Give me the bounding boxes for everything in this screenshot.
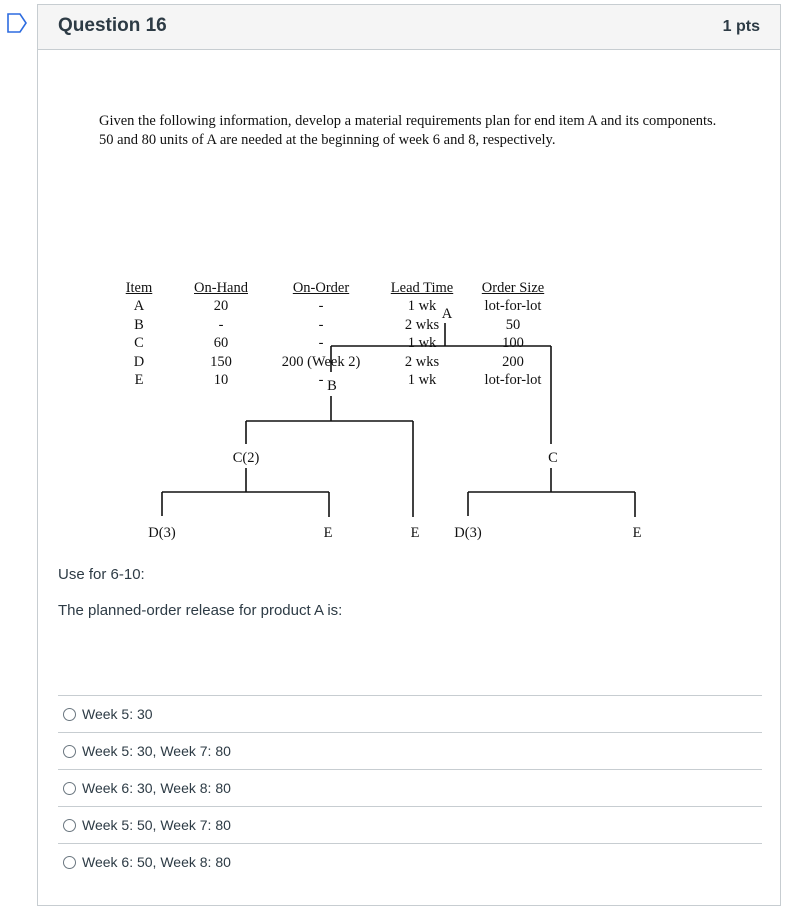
cell-item: A xyxy=(133,298,145,314)
table-header-row xyxy=(99,279,561,297)
cell-on-hand: 10 xyxy=(213,372,229,388)
col-header-item: Item xyxy=(125,280,153,296)
tree-node-e-right: E xyxy=(632,525,642,541)
cell-item: E xyxy=(134,372,144,388)
answer-option[interactable] xyxy=(58,695,762,732)
col-header-on-hand: On-Hand xyxy=(194,280,248,296)
table-row xyxy=(99,334,561,353)
cell-on-order: 200 (Week 2) xyxy=(281,353,361,370)
tree-node-e-mid: E xyxy=(410,525,420,541)
cell-order-size: lot-for-lot xyxy=(484,298,542,314)
cell-lead-time: 1 wk xyxy=(407,298,437,314)
answer-option[interactable] xyxy=(58,806,762,843)
cell-on-order: - xyxy=(318,335,324,351)
cell-on-hand: - xyxy=(218,316,224,333)
radio-button[interactable] xyxy=(63,782,76,795)
tree-node-e-left: E xyxy=(323,525,333,541)
radio-button[interactable] xyxy=(63,708,76,721)
cell-on-order: - xyxy=(318,298,324,314)
answer-list xyxy=(58,695,762,880)
tree-node-a: A xyxy=(441,306,453,322)
cell-on-order: - xyxy=(318,316,324,333)
answer-label[interactable]: Week 5: 50, Week 7: 80 xyxy=(82,817,231,833)
answer-label[interactable]: Week 5: 30, Week 7: 80 xyxy=(82,743,231,759)
cell-order-size: 200 xyxy=(502,353,524,370)
question-card xyxy=(37,4,781,906)
col-header-on-order: On-Order xyxy=(292,280,350,296)
col-header-order-size: Order Size xyxy=(481,280,545,296)
cell-on-order: - xyxy=(318,372,324,388)
cell-lead-time: 1 wk xyxy=(407,372,437,388)
question-points: 1 pts xyxy=(722,18,760,35)
cell-item: C xyxy=(134,335,144,351)
table-row xyxy=(99,353,561,372)
table-row xyxy=(99,316,561,335)
cell-item: B xyxy=(134,316,144,333)
question-prompt: The planned-order release for product A is: xyxy=(58,602,343,619)
question-title: Question 16 xyxy=(58,15,167,36)
cell-lead-time: 2 wks xyxy=(404,353,440,370)
table-row xyxy=(99,371,561,390)
radio-button[interactable] xyxy=(63,819,76,832)
cell-order-size: 50 xyxy=(505,316,521,333)
col-header-lead-time: Lead Time xyxy=(390,280,454,296)
inventory-table xyxy=(99,279,561,390)
answer-option[interactable] xyxy=(58,732,762,769)
cell-on-hand: 150 xyxy=(210,353,232,370)
cell-lead-time: 1 wk xyxy=(407,335,437,351)
use-for-note: Use for 6-10: xyxy=(58,566,145,583)
cell-item: D xyxy=(133,353,145,370)
tree-node-c2: C(2) xyxy=(232,450,260,466)
answer-label[interactable]: Week 6: 50, Week 8: 80 xyxy=(82,854,231,870)
tree-node-d3-right: D(3) xyxy=(454,525,482,541)
radio-button[interactable] xyxy=(63,856,76,869)
question-header xyxy=(38,5,780,50)
cell-on-hand: 60 xyxy=(213,335,229,351)
problem-intro: Given the following information, develop a material requirements plan for end item A and its components. 50 and 80 units of A are needed at the beginning of week 6 and 8, respectively. xyxy=(99,113,717,148)
answer-option[interactable] xyxy=(58,769,762,806)
tree-node-d3-left: D(3) xyxy=(148,525,176,541)
answer-label[interactable]: Week 5: 30 xyxy=(82,706,153,722)
radio-button[interactable] xyxy=(63,745,76,758)
cell-order-size: lot-for-lot xyxy=(484,372,542,388)
tree-node-c: C xyxy=(548,450,558,466)
cell-lead-time: 2 wks xyxy=(404,316,440,333)
table-row xyxy=(99,297,561,316)
answer-label[interactable]: Week 6: 30, Week 8: 80 xyxy=(82,780,231,796)
bookmark-flag-icon[interactable] xyxy=(6,12,28,34)
problem-statement xyxy=(99,112,719,388)
tree-node-b: B xyxy=(327,378,337,394)
cell-order-size: 100 xyxy=(502,335,524,351)
cell-on-hand: 20 xyxy=(213,298,229,314)
answer-option[interactable] xyxy=(58,843,762,880)
